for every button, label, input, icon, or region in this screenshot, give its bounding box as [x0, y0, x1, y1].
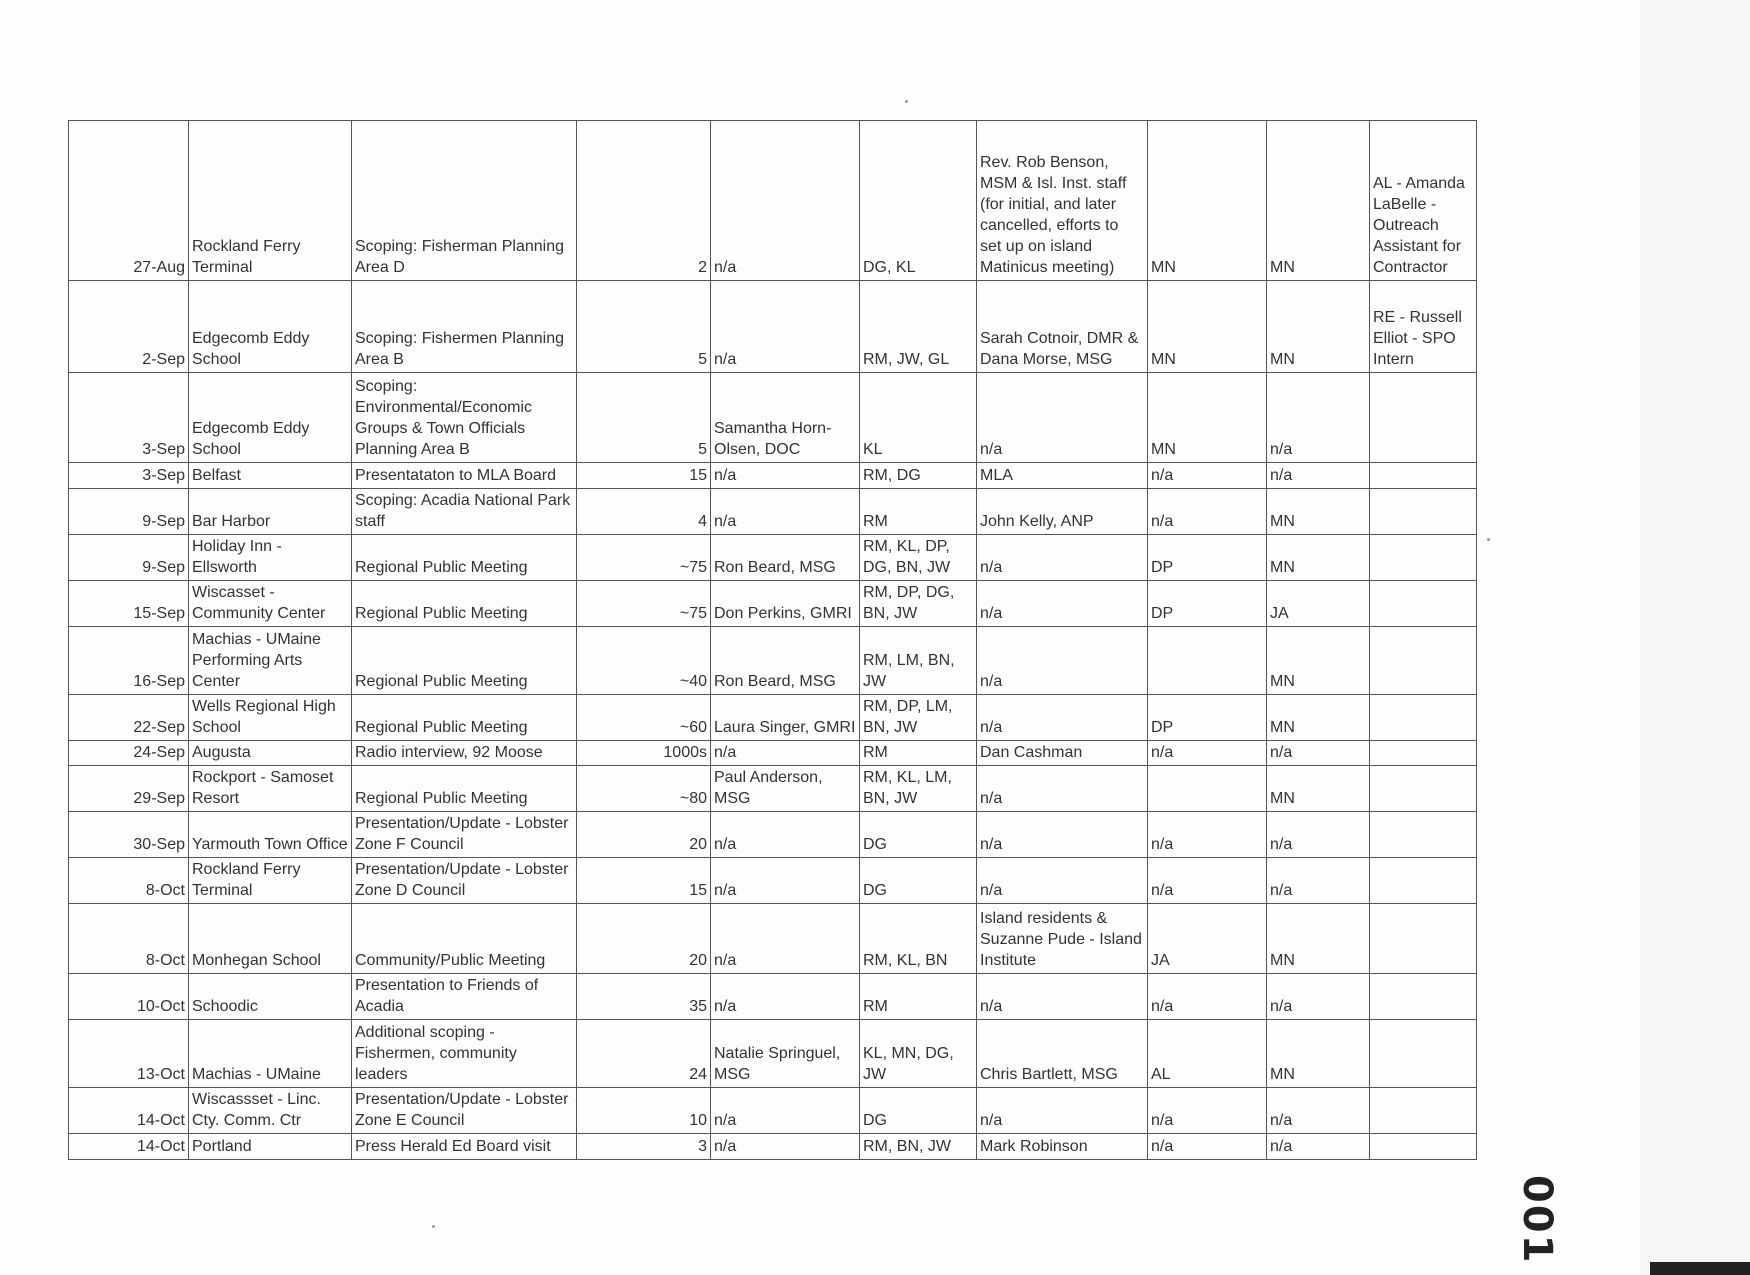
column-9-cell: MN: [1267, 1020, 1370, 1088]
column-10-cell: [1370, 627, 1477, 695]
staff-cell: DG: [860, 858, 977, 904]
other-participants-cell: Rev. Rob Benson, MSM & Isl. Inst. staff (for initial, and later cancelled, efforts to set up on island Matinicus meeting): [977, 121, 1148, 281]
column-10-cell: AL - Amanda LaBelle - Outreach Assistant for Contractor: [1370, 121, 1477, 281]
column-8-cell: DP: [1148, 581, 1267, 627]
column-9-cell: MN: [1267, 627, 1370, 695]
meeting-type-cell: Presentation/Update - Lobster Zone F Council: [352, 812, 577, 858]
staff-cell: RM, BN, JW: [860, 1134, 977, 1160]
other-participants-cell: n/a: [977, 535, 1148, 581]
column-9-cell: JA: [1267, 581, 1370, 627]
column-10-cell: [1370, 974, 1477, 1020]
contact-cell: n/a: [711, 904, 860, 974]
column-10-cell: [1370, 1134, 1477, 1160]
other-participants-cell: Sarah Cotnoir, DMR & Dana Morse, MSG: [977, 281, 1148, 373]
meeting-type-cell: Regional Public Meeting: [352, 581, 577, 627]
location-cell: Holiday Inn - Ellsworth: [189, 535, 352, 581]
other-participants-cell: MLA: [977, 463, 1148, 489]
table-row: [69, 489, 1477, 535]
contact-cell: Natalie Springuel, MSG: [711, 1020, 860, 1088]
contact-cell: Samantha Horn-Olsen, DOC: [711, 373, 860, 463]
staff-cell: KL: [860, 373, 977, 463]
location-cell: Machias - UMaine Performing Arts Center: [189, 627, 352, 695]
date-cell: 3-Sep: [69, 373, 189, 463]
table-row: [69, 1134, 1477, 1160]
other-participants-cell: Mark Robinson: [977, 1134, 1148, 1160]
column-9-cell: n/a: [1267, 858, 1370, 904]
column-10-cell: RE - Russell Elliot - SPO Intern: [1370, 281, 1477, 373]
column-8-cell: n/a: [1148, 812, 1267, 858]
staff-cell: RM, LM, BN, JW: [860, 627, 977, 695]
column-8-cell: DP: [1148, 535, 1267, 581]
date-cell: 13-Oct: [69, 1020, 189, 1088]
meeting-type-cell: Presentataton to MLA Board: [352, 463, 577, 489]
meeting-type-cell: Regional Public Meeting: [352, 766, 577, 812]
date-cell: 14-Oct: [69, 1088, 189, 1134]
meeting-type-cell: Press Herald Ed Board visit: [352, 1134, 577, 1160]
meeting-type-cell: Presentation to Friends of Acadia: [352, 974, 577, 1020]
outreach-meetings-table: [68, 120, 1477, 1160]
column-9-cell: n/a: [1267, 373, 1370, 463]
meeting-type-cell: Regional Public Meeting: [352, 535, 577, 581]
table-row: [69, 695, 1477, 741]
column-9-cell: n/a: [1267, 463, 1370, 489]
meeting-type-cell: Presentation/Update - Lobster Zone D Council: [352, 858, 577, 904]
contact-cell: Laura Singer, GMRI: [711, 695, 860, 741]
column-9-cell: MN: [1267, 535, 1370, 581]
staff-cell: RM, DP, DG, BN, JW: [860, 581, 977, 627]
date-cell: 9-Sep: [69, 535, 189, 581]
column-10-cell: [1370, 695, 1477, 741]
other-participants-cell: n/a: [977, 812, 1148, 858]
location-cell: Rockland Ferry Terminal: [189, 858, 352, 904]
date-cell: 8-Oct: [69, 858, 189, 904]
contact-cell: n/a: [711, 812, 860, 858]
column-8-cell: MN: [1148, 121, 1267, 281]
staff-cell: RM: [860, 974, 977, 1020]
attendance-cell: 15: [577, 463, 711, 489]
column-9-cell: MN: [1267, 281, 1370, 373]
staff-cell: DG, KL: [860, 121, 977, 281]
location-cell: Rockland Ferry Terminal: [189, 121, 352, 281]
staff-cell: DG: [860, 1088, 977, 1134]
staff-cell: RM, KL, DP, DG, BN, JW: [860, 535, 977, 581]
meeting-type-cell: Regional Public Meeting: [352, 627, 577, 695]
attendance-cell: ~75: [577, 535, 711, 581]
location-cell: Rockport - Samoset Resort: [189, 766, 352, 812]
meeting-type-cell: Community/Public Meeting: [352, 904, 577, 974]
table-row: [69, 974, 1477, 1020]
date-cell: 2-Sep: [69, 281, 189, 373]
table-row: [69, 581, 1477, 627]
other-participants-cell: n/a: [977, 766, 1148, 812]
attendance-cell: 1000s: [577, 741, 711, 766]
table-row: [69, 121, 1477, 281]
column-8-cell: [1148, 766, 1267, 812]
location-cell: Monhegan School: [189, 904, 352, 974]
table-row: [69, 1020, 1477, 1088]
staff-cell: RM, KL, BN: [860, 904, 977, 974]
column-10-cell: [1370, 766, 1477, 812]
contact-cell: n/a: [711, 858, 860, 904]
attendance-cell: ~40: [577, 627, 711, 695]
attendance-cell: 20: [577, 904, 711, 974]
staff-cell: RM: [860, 489, 977, 535]
contact-cell: n/a: [711, 121, 860, 281]
attendance-cell: ~75: [577, 581, 711, 627]
attendance-cell: 5: [577, 373, 711, 463]
attendance-cell: 5: [577, 281, 711, 373]
column-10-cell: [1370, 463, 1477, 489]
attendance-cell: 35: [577, 974, 711, 1020]
date-cell: 15-Sep: [69, 581, 189, 627]
column-9-cell: n/a: [1267, 1134, 1370, 1160]
column-8-cell: JA: [1148, 904, 1267, 974]
contact-cell: Don Perkins, GMRI: [711, 581, 860, 627]
contact-cell: n/a: [711, 1134, 860, 1160]
column-8-cell: n/a: [1148, 1088, 1267, 1134]
column-10-cell: [1370, 858, 1477, 904]
column-8-cell: n/a: [1148, 974, 1267, 1020]
table-row: [69, 741, 1477, 766]
table-row: [69, 858, 1477, 904]
column-8-cell: AL: [1148, 1020, 1267, 1088]
contact-cell: Ron Beard, MSG: [711, 627, 860, 695]
scan-edge-mark: [1650, 1262, 1750, 1275]
column-9-cell: n/a: [1267, 1088, 1370, 1134]
location-cell: Bar Harbor: [189, 489, 352, 535]
contact-cell: n/a: [711, 1088, 860, 1134]
column-9-cell: MN: [1267, 766, 1370, 812]
column-10-cell: [1370, 373, 1477, 463]
contact-cell: n/a: [711, 281, 860, 373]
staff-cell: RM, DP, LM, BN, JW: [860, 695, 977, 741]
page-number: 001: [1514, 1175, 1560, 1265]
date-cell: 27-Aug: [69, 121, 189, 281]
other-participants-cell: Dan Cashman: [977, 741, 1148, 766]
column-8-cell: MN: [1148, 373, 1267, 463]
other-participants-cell: n/a: [977, 858, 1148, 904]
column-8-cell: n/a: [1148, 858, 1267, 904]
scan-speck: [1487, 538, 1490, 541]
other-participants-cell: John Kelly, ANP: [977, 489, 1148, 535]
date-cell: 22-Sep: [69, 695, 189, 741]
column-10-cell: [1370, 489, 1477, 535]
location-cell: Wiscassset - Linc. Cty. Comm. Ctr: [189, 1088, 352, 1134]
location-cell: Edgecomb Eddy School: [189, 281, 352, 373]
date-cell: 29-Sep: [69, 766, 189, 812]
other-participants-cell: n/a: [977, 373, 1148, 463]
meeting-type-cell: Additional scoping - Fishermen, community leaders: [352, 1020, 577, 1088]
attendance-cell: ~80: [577, 766, 711, 812]
table-row: [69, 627, 1477, 695]
date-cell: 10-Oct: [69, 974, 189, 1020]
column-9-cell: MN: [1267, 904, 1370, 974]
attendance-cell: ~60: [577, 695, 711, 741]
meeting-type-cell: Scoping: Fishermen Planning Area B: [352, 281, 577, 373]
meeting-type-cell: Scoping: Fisherman Planning Area D: [352, 121, 577, 281]
date-cell: 8-Oct: [69, 904, 189, 974]
other-participants-cell: Chris Bartlett, MSG: [977, 1020, 1148, 1088]
attendance-cell: 2: [577, 121, 711, 281]
column-9-cell: MN: [1267, 121, 1370, 281]
table-body: [69, 121, 1477, 1160]
attendance-cell: 24: [577, 1020, 711, 1088]
column-10-cell: [1370, 1088, 1477, 1134]
staff-cell: KL, MN, DG, JW: [860, 1020, 977, 1088]
column-8-cell: n/a: [1148, 741, 1267, 766]
date-cell: 30-Sep: [69, 812, 189, 858]
staff-cell: RM: [860, 741, 977, 766]
attendance-cell: 4: [577, 489, 711, 535]
column-10-cell: [1370, 535, 1477, 581]
date-cell: 9-Sep: [69, 489, 189, 535]
staff-cell: RM, JW, GL: [860, 281, 977, 373]
contact-cell: Ron Beard, MSG: [711, 535, 860, 581]
other-participants-cell: n/a: [977, 627, 1148, 695]
location-cell: Wells Regional High School: [189, 695, 352, 741]
column-10-cell: [1370, 1020, 1477, 1088]
other-participants-cell: n/a: [977, 581, 1148, 627]
table-row: [69, 904, 1477, 974]
contact-cell: Paul Anderson, MSG: [711, 766, 860, 812]
table-row: [69, 812, 1477, 858]
attendance-cell: 15: [577, 858, 711, 904]
column-10-cell: [1370, 812, 1477, 858]
date-cell: 24-Sep: [69, 741, 189, 766]
location-cell: Schoodic: [189, 974, 352, 1020]
column-9-cell: n/a: [1267, 812, 1370, 858]
scan-speck: [432, 1225, 435, 1228]
column-9-cell: MN: [1267, 489, 1370, 535]
table-row: [69, 373, 1477, 463]
column-8-cell: [1148, 627, 1267, 695]
column-8-cell: n/a: [1148, 489, 1267, 535]
location-cell: Portland: [189, 1134, 352, 1160]
column-9-cell: n/a: [1267, 741, 1370, 766]
staff-cell: RM, KL, LM, BN, JW: [860, 766, 977, 812]
staff-cell: RM, DG: [860, 463, 977, 489]
other-participants-cell: n/a: [977, 974, 1148, 1020]
location-cell: Augusta: [189, 741, 352, 766]
contact-cell: n/a: [711, 974, 860, 1020]
column-9-cell: n/a: [1267, 974, 1370, 1020]
meeting-type-cell: Scoping: Acadia National Park staff: [352, 489, 577, 535]
contact-cell: n/a: [711, 489, 860, 535]
meeting-type-cell: Regional Public Meeting: [352, 695, 577, 741]
column-8-cell: n/a: [1148, 463, 1267, 489]
attendance-cell: 3: [577, 1134, 711, 1160]
staff-cell: DG: [860, 812, 977, 858]
column-8-cell: n/a: [1148, 1134, 1267, 1160]
table-row: [69, 1088, 1477, 1134]
location-cell: Yarmouth Town Office: [189, 812, 352, 858]
date-cell: 16-Sep: [69, 627, 189, 695]
table-row: [69, 766, 1477, 812]
contact-cell: n/a: [711, 463, 860, 489]
table-row: [69, 281, 1477, 373]
location-cell: Edgecomb Eddy School: [189, 373, 352, 463]
other-participants-cell: n/a: [977, 1088, 1148, 1134]
attendance-cell: 10: [577, 1088, 711, 1134]
scan-margin-right: [1640, 0, 1750, 1275]
column-10-cell: [1370, 581, 1477, 627]
location-cell: Machias - UMaine: [189, 1020, 352, 1088]
meeting-type-cell: Presentation/Update - Lobster Zone E Council: [352, 1088, 577, 1134]
contact-cell: n/a: [711, 741, 860, 766]
location-cell: Wiscasset - Community Center: [189, 581, 352, 627]
column-10-cell: [1370, 741, 1477, 766]
table-row: [69, 535, 1477, 581]
attendance-cell: 20: [577, 812, 711, 858]
scan-speck: [905, 100, 908, 103]
date-cell: 3-Sep: [69, 463, 189, 489]
column-10-cell: [1370, 904, 1477, 974]
other-participants-cell: n/a: [977, 695, 1148, 741]
location-cell: Belfast: [189, 463, 352, 489]
date-cell: 14-Oct: [69, 1134, 189, 1160]
column-8-cell: MN: [1148, 281, 1267, 373]
meeting-type-cell: Scoping: Environmental/Economic Groups & Town Officials Planning Area B: [352, 373, 577, 463]
table-row: [69, 463, 1477, 489]
column-8-cell: DP: [1148, 695, 1267, 741]
other-participants-cell: Island residents & Suzanne Pude - Island Institute: [977, 904, 1148, 974]
column-9-cell: MN: [1267, 695, 1370, 741]
meeting-type-cell: Radio interview, 92 Moose: [352, 741, 577, 766]
